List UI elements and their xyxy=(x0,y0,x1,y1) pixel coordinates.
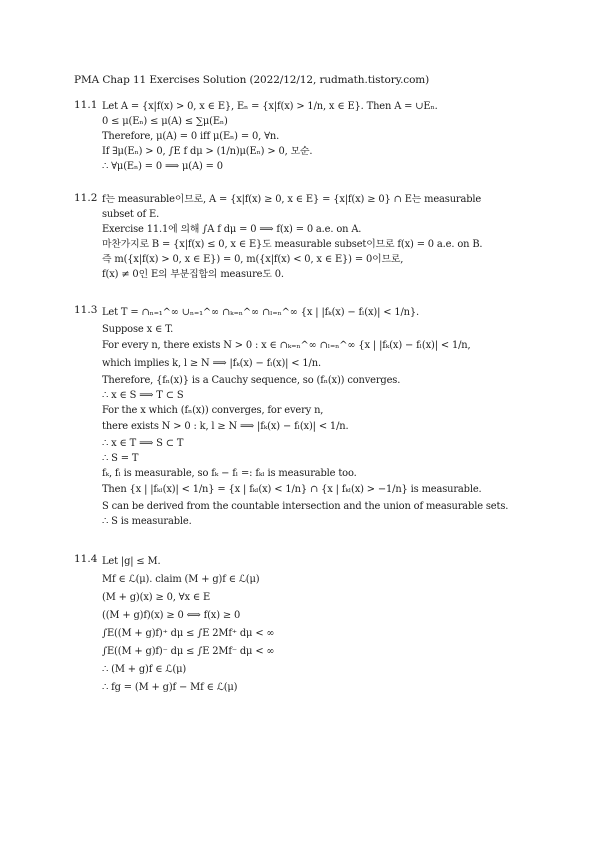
solution-line: For the x which (fₙ(x)) converges, for every n, xyxy=(102,405,324,416)
solution-line: ∴ x ∈ T ⟹ S ⊂ T xyxy=(102,438,184,449)
exercise-number: 11.2 xyxy=(74,192,98,204)
page-header: PMA Chap 11 Exercises Solution (2022/12/12, rudmath.tistory.com) xyxy=(74,74,430,86)
solution-line: Then {x | |fₖₗ(x)| < 1/n} = {x | fₖₗ(x) < 1/n} ∩ {x | fₖₗ(x) > −1/n} is measurable. xyxy=(102,484,482,495)
solution-line: fₖ, fₗ is measurable, so fₖ − fₗ =: fₖₗ is measurable too. xyxy=(102,468,357,479)
solution-line: ((M + g)f)(x) ≥ 0 ⟺ f(x) ≥ 0 xyxy=(102,610,241,621)
solution-line: Let T = ∩ₙ₌₁^∞ ∪ₙ₌₁^∞ ∩ₖ₌ₙ^∞ ∩ₗ₌ₙ^∞ {x | |fₖ(x) − fₗ(x)| < 1/n}. xyxy=(102,307,420,318)
solution-line: subset of E. xyxy=(102,209,160,220)
solution-line: ∴ S is measurable. xyxy=(102,516,192,527)
solution-line: 0 ≤ μ(Eₙ) ≤ μ(A) ≤ ∑μ(Eₙ) xyxy=(102,116,228,127)
solution-line: ∴ ∀μ(Eₙ) = 0 ⟹ μ(A) = 0 xyxy=(102,161,223,172)
solution-line: Therefore, μ(A) = 0 iff μ(Eₙ) = 0, ∀n. xyxy=(102,131,280,142)
exercise-number: 11.1 xyxy=(74,99,98,111)
solution-line: (M + g)(x) ≥ 0, ∀x ∈ E xyxy=(102,592,211,603)
solution-line: ∴ x ∈ S ⟹ T ⊂ S xyxy=(102,390,184,401)
solution-line: f(x) ≠ 0인 E의 부분집합의 measure도 0. xyxy=(102,269,284,280)
solution-line: which implies k, l ≥ N ⟹ |fₖ(x) − fₗ(x)| < 1/n. xyxy=(102,358,321,369)
solution-line: ∫E((M + g)f)⁺ dμ ≤ ∫E 2Mf⁺ dμ < ∞ xyxy=(102,628,275,639)
solution-line: Suppose x ∈ T. xyxy=(102,324,174,335)
exercise-number: 11.3 xyxy=(74,304,98,316)
solution-line: ∴ S = T xyxy=(102,453,139,464)
solution-line: 마찬가지로 B = {x|f(x) ≤ 0, x ∈ E}도 measurable subset이므로 f(x) = 0 a.e. on B. xyxy=(102,239,483,250)
solution-line: 즉 m({x|f(x) > 0, x ∈ E}) = 0, m({x|f(x) < 0, x ∈ E}) = 0이므로, xyxy=(102,254,404,265)
solution-line: there exists N > 0 : k, l ≥ N ⟹ |fₖ(x) − fₗ(x)| < 1/n. xyxy=(102,421,349,432)
solution-line: Therefore, {fₙ(x)} is a Cauchy sequence, so (fₙ(x)) converges. xyxy=(102,375,401,386)
exercise-number: 11.4 xyxy=(74,553,98,565)
solution-line: ∫E((M + g)f)⁻ dμ ≤ ∫E 2Mf⁻ dμ < ∞ xyxy=(102,646,275,657)
solution-line: Mf ∈ ℒ(μ). claim (M + g)f ∈ ℒ(μ) xyxy=(102,574,260,585)
solution-line: f는 measurable이므로, A = {x|f(x) ≥ 0, x ∈ E} = {x|f(x) ≥ 0} ∩ E는 measurable xyxy=(102,194,482,205)
solution-line: Let |g| ≤ M. xyxy=(102,556,161,567)
solution-line: If ∃μ(Eₙ) > 0, ∫E f dμ > (1/n)μ(Eₙ) > 0, 모순. xyxy=(102,146,313,157)
solution-line: Exercise 11.1에 의해 ∫A f dμ = 0 ⟹ f(x) = 0 a.e. on A. xyxy=(102,224,362,235)
solution-line: Let A = {x|f(x) > 0, x ∈ E}, Eₙ = {x|f(x) > 1/n, x ∈ E}. Then A = ∪Eₙ. xyxy=(102,101,438,112)
solution-line: ∴ fg = (M + g)f − Mf ∈ ℒ(μ) xyxy=(102,682,238,693)
solution-line: ∴ (M + g)f ∈ ℒ(μ) xyxy=(102,664,187,675)
solution-line: For every n, there exists N > 0 : x ∈ ∩ₖ₌ₙ^∞ ∩ₗ₌ₙ^∞ {x | |fₖ(x) − fₗ(x)| < 1/n, xyxy=(102,340,471,351)
solution-line: S can be derived from the countable intersection and the union of measurable sets. xyxy=(102,501,509,512)
